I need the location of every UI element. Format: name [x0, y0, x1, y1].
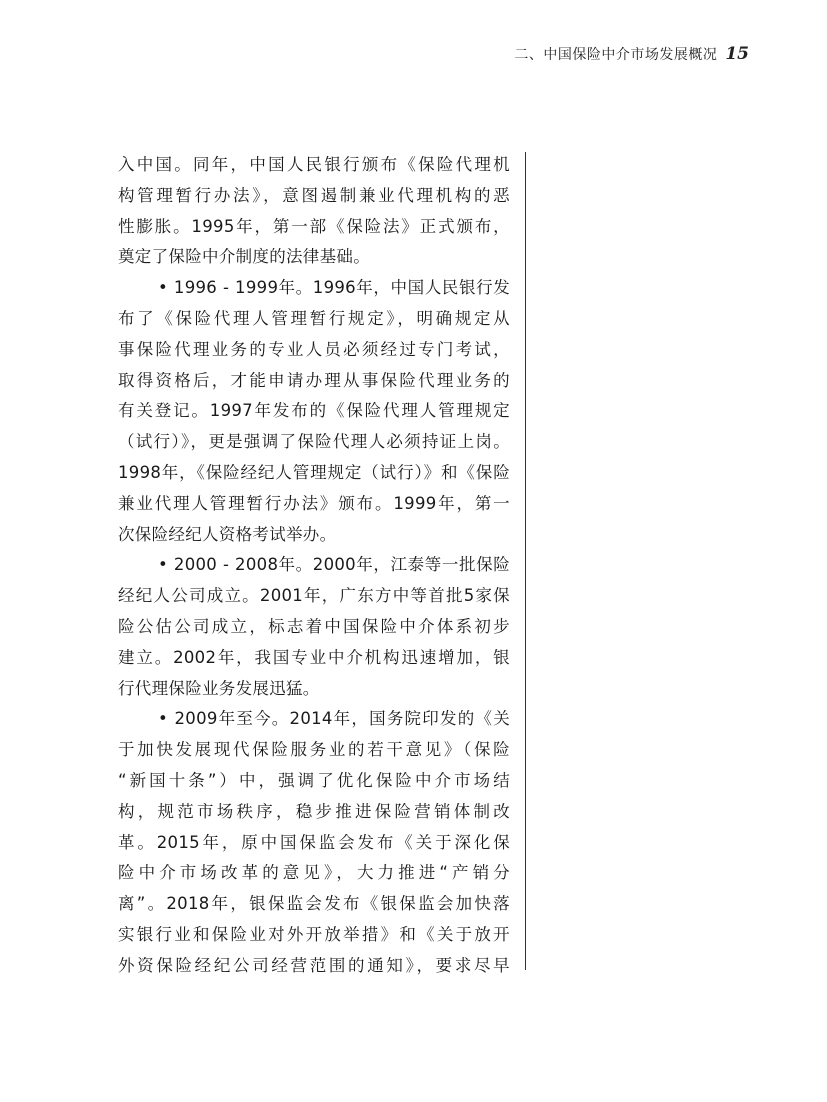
text-line: 于加快发展现代保险服务业的若干意见》（保险	[118, 740, 510, 760]
text-line: 构管理暂行办法》，意图遏制兼业代理机构的恶	[118, 185, 510, 205]
text-line: 事保险代理业务的专业人员必须经过专门考试，	[118, 339, 510, 359]
bullet-line: • 1996 - 1999年。1996年，中国人民银行发	[158, 278, 510, 298]
text-line: 兼业代理人管理暂行办法》颁布。1999年，第一	[118, 493, 510, 513]
text-line: 离”。2018年，银保监会发布《银保监会加快落	[118, 894, 510, 914]
text-line: 入中国。同年，中国人民银行颁布《保险代理机	[118, 155, 510, 174]
text-line: 奠定了保险中介制度的法律基础。	[118, 247, 370, 267]
section-title: 二、中国保险中介市场发展概况	[514, 47, 718, 63]
text-line: 行代理保险业务发展迅猛。	[118, 678, 320, 698]
text-line: 外资保险经纪公司经营范围的通知》，要求尽早	[118, 955, 510, 975]
text-line: 次保险经纪人资格考试举办。	[118, 524, 337, 544]
bullet-line: • 2009年至今。2014年，国务院印发的《关	[158, 709, 510, 729]
text-line: 经纪人公司成立。2001年，广东方中等首批5家保	[118, 586, 510, 606]
margin-rule	[525, 152, 526, 970]
text-line: 1998年，《保险经纪人管理规定（试行）》和《保险	[118, 462, 510, 482]
page-number: 15	[725, 44, 749, 64]
text-line: 布了《保险代理人管理暂行规定》，明确规定从	[118, 308, 510, 328]
text-line: （试行）》，更是强调了保险代理人必须持证上岗。	[118, 432, 510, 452]
text-line: 建立。2002年，我国专业中介机构迅速增加，银	[118, 647, 510, 667]
running-header	[514, 44, 749, 64]
text-line: 险公估公司成立，标志着中国保险中介体系初步	[118, 616, 510, 636]
text-line: 实银行业和保险业对外开放举措》和《关于放开	[118, 924, 510, 944]
text-line: 性膨胀。1995年，第一部《保险法》正式颁布，	[118, 216, 510, 236]
text-line: “新国十条”）中，强调了优化保险中介市场结	[118, 770, 510, 790]
text-line: 险中介市场改革的意见》，大力推进“产销分	[118, 863, 510, 883]
bullet-line: • 2000 - 2008年。2000年，江泰等一批保险	[158, 555, 510, 575]
body-text	[118, 150, 510, 982]
text-line: 革。2015年，原中国保监会发布《关于深化保	[118, 832, 510, 852]
text-line: 取得资格后，才能申请办理从事保险代理业务的	[118, 370, 510, 390]
text-line: 有关登记。1997年发布的《保险代理人管理规定	[118, 401, 510, 421]
text-line: 构，规范市场秩序，稳步推进保险营销体制改	[118, 801, 510, 821]
